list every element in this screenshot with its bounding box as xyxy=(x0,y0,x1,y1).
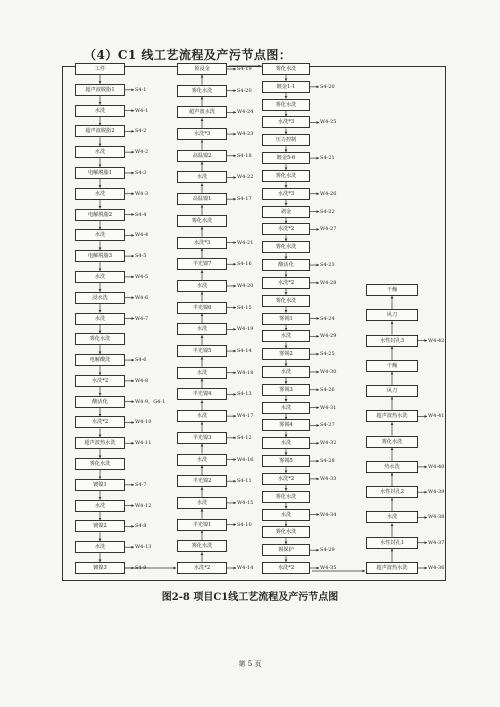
pollution-tag: S4-6 xyxy=(135,357,147,364)
process-step: 水洗*3 xyxy=(177,128,227,140)
process-step: 热水洗 xyxy=(366,461,418,473)
process-step: 电解脱脂1 xyxy=(75,167,125,179)
process-step: 水洗 xyxy=(262,366,310,378)
pollution-tag: W4-3 xyxy=(135,190,149,197)
process-step: 水洗 xyxy=(262,402,310,414)
pollution-tag: S4-11 xyxy=(237,478,252,485)
pollution-tag: W4-19 xyxy=(237,326,254,333)
process-step: 电解脱脂2 xyxy=(75,209,125,221)
pollution-tag: S4-17 xyxy=(237,196,252,203)
process-step: 雾化水洗 xyxy=(177,540,227,552)
pollution-tag: W4-1 xyxy=(135,107,149,114)
process-step: 雾锡5 xyxy=(262,455,310,467)
process-step: 镀镍3 xyxy=(75,562,125,574)
pollution-tag: S4-20 xyxy=(237,87,252,94)
pollution-tag: W4-4 xyxy=(135,232,149,239)
process-step: 超声波热水洗 xyxy=(366,410,418,422)
pollution-tag: W4-38 xyxy=(428,514,445,521)
pollution-tag: W4-37 xyxy=(428,539,445,546)
pollution-tag: S4-29 xyxy=(320,547,335,554)
process-step: 水洗 xyxy=(177,497,227,509)
pollution-tag: S4-2 xyxy=(135,128,147,135)
process-step: 雾化水洗 xyxy=(262,526,310,538)
process-step: 水洗 xyxy=(75,105,125,117)
process-step: 水洗 xyxy=(75,188,125,200)
pollution-tag: W4-16 xyxy=(237,456,254,463)
pollution-tag: S4-27 xyxy=(320,422,335,429)
process-step: 超声波热水洗 xyxy=(366,562,418,574)
pollution-tag: W4-18 xyxy=(237,369,254,376)
pollution-tag: S4-18 xyxy=(237,152,252,159)
process-step: 水性封孔2 xyxy=(366,486,418,498)
process-step: 电解脱脂3 xyxy=(75,250,125,262)
pollution-tag: W4-6 xyxy=(135,294,149,301)
process-step: 水性封孔3 xyxy=(366,335,418,347)
pollution-tag: W4-32 xyxy=(320,440,337,447)
pollution-tag: S4-12 xyxy=(237,434,252,441)
pollution-tag: W4-30 xyxy=(320,368,337,375)
pollution-tag: W4-12 xyxy=(135,502,152,509)
process-step: 剥金 xyxy=(262,206,310,218)
pollution-tag: S4-15 xyxy=(237,304,252,311)
pollution-tag: S4-21 xyxy=(320,155,335,162)
process-step: 水洗 xyxy=(177,410,227,422)
pollution-tag: W4-41 xyxy=(428,413,445,420)
pollution-tag: S4-24 xyxy=(320,315,335,322)
pollution-tag: S4-8 xyxy=(135,523,147,530)
pollution-tag: W4-20 xyxy=(237,282,254,289)
process-step: 水洗*2 xyxy=(262,277,310,289)
pollution-tag: W4-8 xyxy=(135,377,149,384)
pollution-tag: S4-7 xyxy=(135,481,147,488)
process-step: 水洗*2 xyxy=(177,562,227,574)
process-step: 电解酸洗 xyxy=(75,354,125,366)
process-step: 水洗 xyxy=(177,454,227,466)
process-step: 雾锡3 xyxy=(262,384,310,396)
process-step: 水洗*3 xyxy=(262,116,310,128)
process-step: 干燥 xyxy=(366,284,418,296)
pollution-tag: W4-9、G4-1 xyxy=(135,398,166,405)
pollution-tag: W4-24 xyxy=(237,109,254,116)
process-step: 半光镍1 xyxy=(177,519,227,531)
process-step: 锡保护 xyxy=(262,544,310,556)
process-step: 半光镍6 xyxy=(177,302,227,314)
pollution-tag: S4-26 xyxy=(320,386,335,393)
pollution-tag: S4-1 xyxy=(135,86,147,93)
process-step: 半光镍7 xyxy=(177,258,227,270)
pollution-tag: W4-11 xyxy=(135,440,152,447)
process-step: 水洗 xyxy=(366,511,418,523)
process-step: 高温镍2 xyxy=(177,150,227,162)
process-step: 半光镍3 xyxy=(177,432,227,444)
pollution-tag: S4-19 xyxy=(237,66,252,72)
pollution-tag: S4-9 xyxy=(135,565,147,571)
pollution-tag: W4-14 xyxy=(237,565,254,571)
process-step: 半光镍2 xyxy=(177,475,227,487)
pollution-tag: W4-23 xyxy=(237,131,254,138)
pollution-tag: S4-10 xyxy=(237,521,252,528)
process-step: 雾锡1 xyxy=(262,313,310,325)
pollution-tag: W4-26 xyxy=(320,190,337,197)
pollution-tag: S4-4 xyxy=(135,211,147,218)
process-step: 风刀 xyxy=(366,385,418,397)
pollution-tag: S4-23 xyxy=(320,262,335,269)
process-step: 水洗 xyxy=(177,367,227,379)
process-step: 镀镍2 xyxy=(75,520,125,532)
process-step: 压力控制 xyxy=(262,134,310,146)
process-step: 水洗 xyxy=(75,313,125,325)
pollution-tag: W4-7 xyxy=(135,315,149,322)
process-step: 雾化水洗 xyxy=(262,63,310,75)
pollution-tag: W4-39 xyxy=(428,489,445,496)
pollution-tag: W4-35 xyxy=(320,565,337,571)
pollution-tag: S4-28 xyxy=(320,458,335,465)
process-step: 工件 xyxy=(75,63,125,75)
process-step: 酸活化 xyxy=(75,396,125,408)
section-heading: （4）C1 线工艺流程及产污节点图： xyxy=(84,48,292,62)
process-step: 雾化水洗 xyxy=(75,333,125,345)
process-step: 酸活化 xyxy=(262,259,310,271)
pollution-tag: W4-5 xyxy=(135,273,149,280)
process-step: 雾化水洗 xyxy=(262,170,310,182)
pollution-tag: S4-14 xyxy=(237,348,252,355)
process-step: 水洗*3 xyxy=(262,188,310,200)
pollution-tag: W4-13 xyxy=(135,544,152,551)
pollution-tag: S4-22 xyxy=(320,208,335,215)
pollution-tag: W4-21 xyxy=(237,239,254,246)
process-step: 雾化水洗 xyxy=(366,436,418,448)
pollution-tag: W4-29 xyxy=(320,333,337,340)
process-step: 超声波水洗 xyxy=(177,106,227,118)
process-step: 水洗*3 xyxy=(177,237,227,249)
process-step: 水洗 xyxy=(75,271,125,283)
process-step: 水洗 xyxy=(75,146,125,158)
pollution-tag: S4-5 xyxy=(135,253,147,260)
process-step: 水洗 xyxy=(75,541,125,553)
pollution-tag: S4-3 xyxy=(135,169,147,176)
process-step: 预浸金 xyxy=(177,63,227,75)
process-step: 水洗 xyxy=(177,171,227,183)
pollution-tag: S4-20 xyxy=(320,83,335,90)
process-step: 水洗 xyxy=(75,500,125,512)
process-step: 雾化水洗 xyxy=(75,458,125,470)
process-step: 雾锡2 xyxy=(262,348,310,360)
pollution-tag: W4-36 xyxy=(428,565,445,571)
pollution-tag: W4-33 xyxy=(320,475,337,482)
process-step: 水洗*2 xyxy=(262,473,310,485)
pollution-tag: W4-17 xyxy=(237,413,254,420)
process-step: 雾化水洗 xyxy=(262,241,310,253)
process-step: 水洗*2 xyxy=(75,416,125,428)
process-step: 浸水洗 xyxy=(75,292,125,304)
process-step: 雾化水洗 xyxy=(262,491,310,503)
process-step: 水洗 xyxy=(75,229,125,241)
process-step: 超声波脱脂1 xyxy=(75,84,125,96)
pollution-tag: W4-2 xyxy=(135,149,149,156)
process-step: 水洗*2 xyxy=(262,223,310,235)
process-step: 水洗*2 xyxy=(262,562,310,574)
process-step: 雾化水洗 xyxy=(262,295,310,307)
process-step: 水洗 xyxy=(262,330,310,342)
process-step: 镀金1-1 xyxy=(262,81,310,93)
pollution-tag: W4-40 xyxy=(428,463,445,470)
pollution-tag: S4-13 xyxy=(237,391,252,398)
figure-caption: 图2-8 项目C1线工艺流程及产污节点图 xyxy=(161,592,339,603)
process-step: 风刀 xyxy=(366,309,418,321)
process-step: 水洗 xyxy=(177,280,227,292)
pollution-tag: S4-25 xyxy=(320,351,335,358)
process-step: 水洗 xyxy=(177,323,227,335)
process-step: 半光镍5 xyxy=(177,345,227,357)
process-step: 水洗 xyxy=(262,509,310,521)
pollution-tag: W4-25 xyxy=(320,119,337,126)
process-step: 水洗 xyxy=(262,437,310,449)
pollution-tag: W4-27 xyxy=(320,226,337,233)
process-step: 雾化水洗 xyxy=(177,85,227,97)
pollution-tag: W4-10 xyxy=(135,419,152,426)
page-number: 第 5 页 xyxy=(238,660,262,668)
pollution-tag: W4-34 xyxy=(320,511,337,518)
process-step: 水洗*2 xyxy=(75,375,125,387)
pollution-tag: W4-42 xyxy=(428,337,445,344)
process-step: 超声波热水洗 xyxy=(75,437,125,449)
process-step: 干燥 xyxy=(366,360,418,372)
process-step: 水性封孔1 xyxy=(366,537,418,549)
pollution-tag: W4-28 xyxy=(320,279,337,286)
process-step: 高温镍1 xyxy=(177,193,227,205)
process-step: 超声波脱脂2 xyxy=(75,125,125,137)
process-step: 雾化水洗 xyxy=(177,215,227,227)
process-step: 镀镍1 xyxy=(75,479,125,491)
pollution-tag: S4-16 xyxy=(237,261,252,268)
pollution-tag: W4-15 xyxy=(237,499,254,506)
process-step: 镀金5-6 xyxy=(262,152,310,164)
process-step: 半光镍4 xyxy=(177,388,227,400)
pollution-tag: W4-31 xyxy=(320,404,337,411)
process-step: 雾锡4 xyxy=(262,419,310,431)
process-step: 雾化水洗 xyxy=(262,99,310,111)
pollution-tag: W4-22 xyxy=(237,174,254,181)
